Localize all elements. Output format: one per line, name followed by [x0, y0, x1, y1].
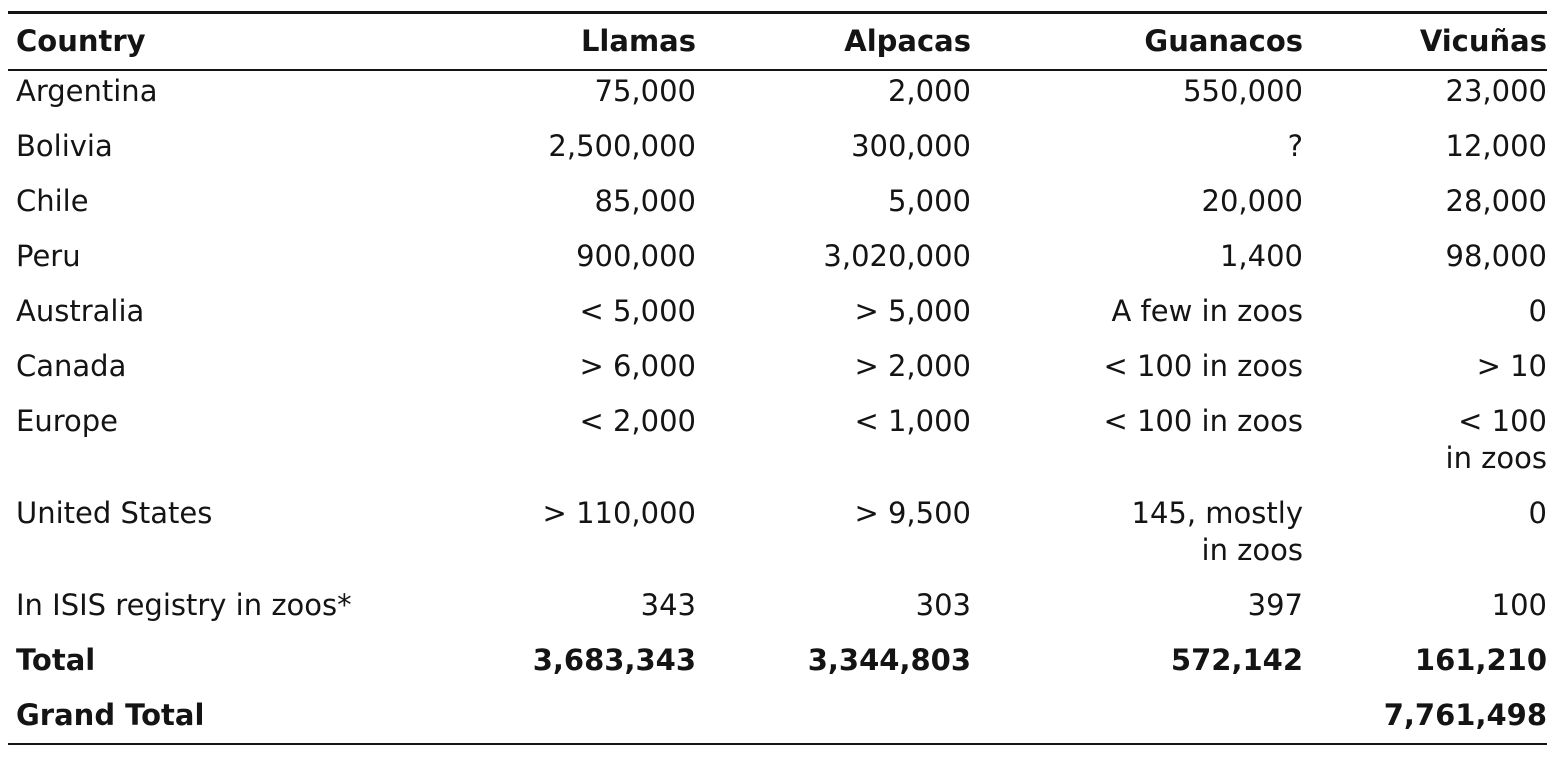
cell-guanacos-line: < 100 in zoos	[1103, 404, 1303, 438]
cell-llamas: < 2,000	[579, 404, 696, 438]
camelid-population-table-container	[8, 11, 1547, 745]
header-vicunas: Vicuñas	[1419, 24, 1547, 58]
cell-vicunas	[1303, 284, 1547, 339]
table-row	[8, 339, 1547, 394]
table-row	[8, 578, 1547, 633]
cell-alpacas: 3,020,000	[823, 239, 971, 273]
header-country: Country	[16, 24, 146, 58]
grand-total-empty-alpacas	[696, 688, 971, 743]
cell-guanacos-line: 397	[1247, 588, 1303, 622]
table-row	[8, 394, 1547, 486]
cell-vicunas-line: 0	[1528, 496, 1547, 530]
cell-llamas: 343	[640, 588, 696, 622]
cell-alpacas: 300,000	[851, 129, 971, 163]
table-row	[8, 71, 1547, 119]
cell-country: Argentina	[16, 74, 158, 108]
cell-alpacas: < 1,000	[854, 404, 971, 438]
grand-total-row	[8, 688, 1547, 743]
cell-country: Australia	[16, 294, 145, 328]
total-llamas: 3,683,343	[532, 643, 696, 677]
header-alpacas: Alpacas	[844, 24, 971, 58]
cell-guanacos-line: ?	[1287, 129, 1303, 163]
cell-vicunas	[1303, 119, 1547, 174]
cell-guanacos	[971, 174, 1303, 229]
table-row	[8, 229, 1547, 284]
cell-country: Canada	[16, 349, 127, 383]
total-alpacas: 3,344,803	[807, 643, 971, 677]
cell-vicunas	[1303, 71, 1547, 119]
cell-alpacas: > 2,000	[854, 349, 971, 383]
cell-guanacos	[971, 394, 1303, 486]
cell-country: Europe	[16, 404, 118, 438]
table-row	[8, 284, 1547, 339]
cell-vicunas	[1303, 486, 1547, 578]
table-row	[8, 486, 1547, 578]
cell-vicunas-line: 28,000	[1445, 184, 1547, 218]
cell-llamas: 900,000	[576, 239, 696, 273]
cell-country: Bolivia	[16, 129, 113, 163]
cell-llamas: 75,000	[594, 74, 696, 108]
cell-vicunas	[1303, 339, 1547, 394]
cell-llamas: < 5,000	[579, 294, 696, 328]
cell-alpacas: 5,000	[887, 184, 971, 218]
header-guanacos: Guanacos	[1144, 24, 1303, 58]
grand-total-empty-llamas	[496, 688, 696, 743]
cell-vicunas-line: 23,000	[1445, 74, 1547, 108]
header-llamas: Llamas	[580, 24, 696, 58]
total-vicunas: 161,210	[1414, 643, 1547, 677]
cell-vicunas-line: 98,000	[1445, 239, 1547, 273]
cell-guanacos-line: A few in zoos	[1111, 294, 1303, 328]
cell-country: United States	[16, 496, 213, 530]
cell-guanacos	[971, 284, 1303, 339]
grand-total-label: Grand Total	[16, 698, 205, 732]
cell-vicunas-line: > 10	[1476, 349, 1547, 383]
cell-vicunas	[1303, 229, 1547, 284]
cell-vicunas-line: 100	[1491, 588, 1547, 622]
cell-guanacos	[971, 229, 1303, 284]
cell-guanacos	[971, 71, 1303, 119]
cell-alpacas: 303	[915, 588, 971, 622]
cell-vicunas	[1303, 394, 1547, 486]
total-row	[8, 633, 1547, 688]
cell-guanacos-line: 1,400	[1219, 239, 1303, 273]
header-row	[8, 14, 1547, 69]
table-row	[8, 119, 1547, 174]
cell-llamas: 85,000	[594, 184, 696, 218]
cell-guanacos-line: 20,000	[1201, 184, 1303, 218]
cell-country: In ISIS registry in zoos*	[16, 588, 352, 622]
cell-llamas: > 110,000	[542, 496, 696, 530]
cell-llamas: > 6,000	[579, 349, 696, 383]
cell-alpacas: > 9,500	[854, 496, 971, 530]
cell-vicunas-line: 12,000	[1445, 129, 1547, 163]
cell-vicunas-line: < 100	[1458, 404, 1547, 438]
table-row	[8, 174, 1547, 229]
cell-alpacas: > 5,000	[854, 294, 971, 328]
cell-guanacos-line: 145, mostly	[1131, 496, 1303, 530]
bottom-rule	[8, 743, 1547, 745]
cell-guanacos	[971, 119, 1303, 174]
total-label: Total	[16, 643, 96, 677]
cell-guanacos	[971, 339, 1303, 394]
camelid-population-table-body	[8, 71, 1547, 743]
cell-guanacos	[971, 578, 1303, 633]
cell-vicunas-line: in zoos	[1445, 441, 1547, 475]
cell-alpacas: 2,000	[887, 74, 971, 108]
cell-country: Chile	[16, 184, 89, 218]
cell-guanacos-line: in zoos	[1201, 533, 1303, 567]
cell-country: Peru	[16, 239, 81, 273]
total-guanacos: 572,142	[1170, 643, 1303, 677]
cell-llamas: 2,500,000	[548, 129, 696, 163]
grand-total-value: 7,761,498	[1383, 698, 1547, 732]
cell-vicunas-line: 0	[1528, 294, 1547, 328]
cell-vicunas	[1303, 174, 1547, 229]
grand-total-empty-guanacos	[971, 688, 1303, 743]
cell-guanacos-line: 550,000	[1183, 74, 1303, 108]
cell-guanacos	[971, 486, 1303, 578]
camelid-population-table	[8, 14, 1547, 69]
cell-vicunas	[1303, 578, 1547, 633]
cell-guanacos-line: < 100 in zoos	[1103, 349, 1303, 383]
